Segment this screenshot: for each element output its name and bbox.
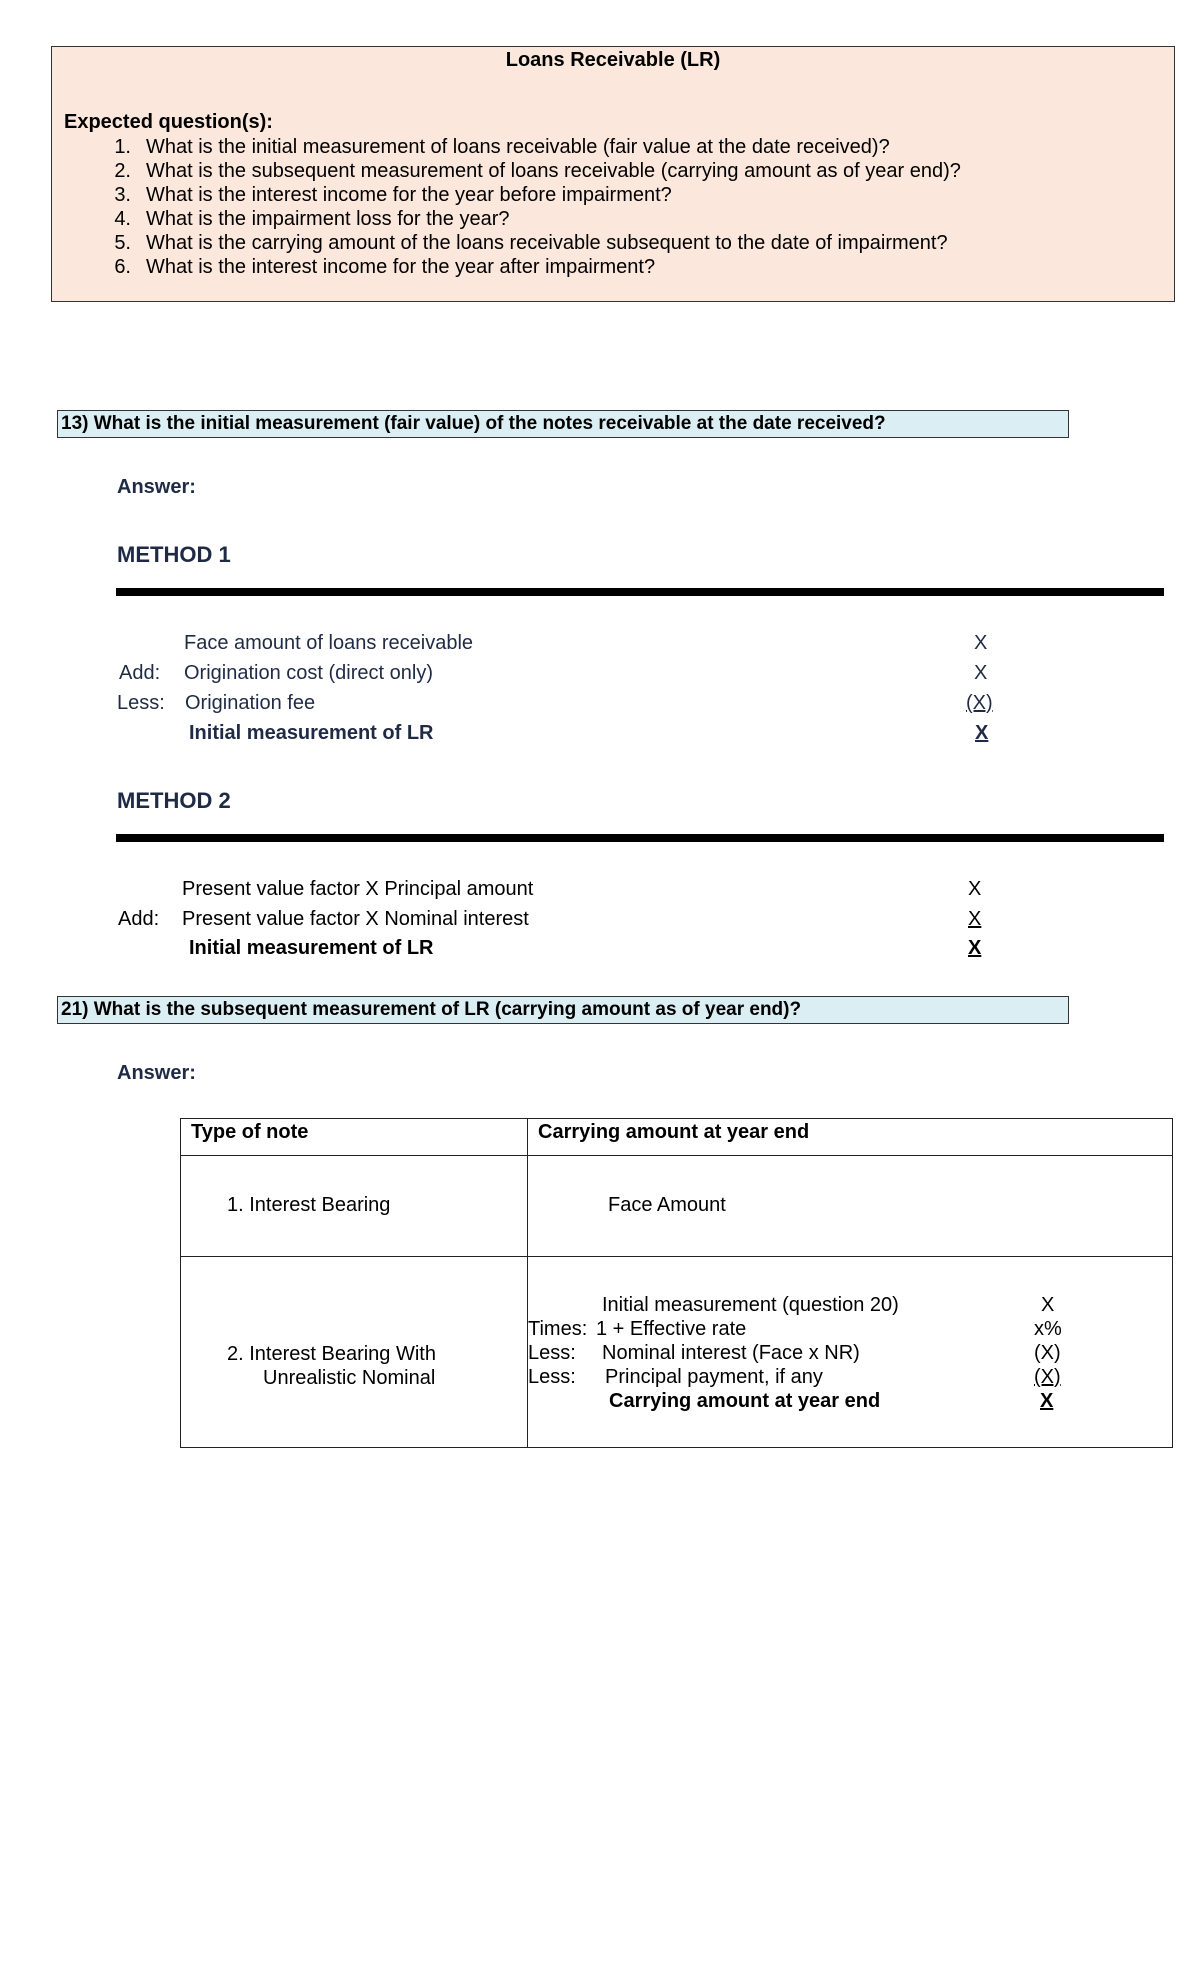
list-item: [95, 135, 961, 159]
calc-effective-rate-label: 1 + Effective rate: [596, 1318, 747, 1340]
carrying-amount-face-amount: Face Amount: [608, 1194, 726, 1216]
note-type-unrealistic-line-2: Unrealistic Nominal: [263, 1367, 436, 1389]
method-1-origination-fee-value: (X): [966, 692, 993, 714]
header-box: [51, 46, 1175, 302]
method-1-divider: [116, 588, 1164, 596]
table-cell: [528, 1257, 1173, 1448]
list-item-number: 4.: [114, 208, 131, 230]
method-2-interest-value: X: [968, 908, 982, 930]
list-item-text: What is the interest income for the year after impairment?: [146, 256, 656, 278]
list-item: [95, 183, 961, 207]
list-item: [95, 159, 961, 183]
calc-principal-payment-value: (X): [1034, 1366, 1061, 1388]
list-item: [95, 231, 961, 255]
table-row: [181, 1156, 1173, 1257]
list-item: [95, 255, 961, 279]
list-item-number: 1.: [114, 136, 131, 158]
calc-less-prefix: Less:: [528, 1366, 576, 1388]
column-header-type: Type of note: [181, 1119, 528, 1156]
note-type-unrealistic-line-1: 2. Interest Bearing With: [227, 1343, 436, 1365]
list-item-text: What is the initial measurement of loans receivable (fair value at the date received)?: [146, 136, 890, 158]
method-1-face-amount-label: Face amount of loans receivable: [184, 632, 474, 654]
list-item: [95, 207, 961, 231]
carrying-amount-table: [180, 1118, 1173, 1448]
list-item-text: What is the interest income for the year before impairment?: [146, 184, 672, 206]
calc-nominal-interest-label: Nominal interest (Face x NR): [602, 1342, 860, 1364]
table-cell: [181, 1156, 528, 1257]
calc-carrying-amount-value: X: [1040, 1390, 1054, 1412]
calc-carrying-amount-label: Carrying amount at year end: [609, 1390, 881, 1412]
calc-initial-measurement-value: X: [1041, 1294, 1055, 1316]
list-item-number: 3.: [114, 184, 131, 206]
method-2-title: METHOD 2: [117, 788, 231, 813]
method-2-divider: [116, 834, 1164, 842]
table-row: [181, 1257, 1173, 1448]
calc-times-prefix: Times:: [528, 1318, 588, 1340]
list-item-text: What is the subsequent measurement of loans receivable (carrying amount as of year end)?: [146, 160, 961, 182]
expected-questions-list: [95, 135, 961, 279]
method-2-add-prefix: Add:: [118, 908, 160, 930]
question-21-box: 21) What is the subsequent measurement of LR (carrying amount as of year end)?: [57, 996, 1069, 1024]
list-item-number: 6.: [114, 256, 131, 278]
calc-effective-rate-value: x%: [1034, 1318, 1062, 1340]
question-13-box: 13) What is the initial measurement (fair value) of the notes receivable at the date received?: [57, 410, 1069, 438]
method-2-total-value: X: [968, 937, 982, 959]
method-1-origination-cost-label: Origination cost (direct only): [184, 662, 433, 684]
method-1-total-value: X: [975, 722, 989, 744]
note-type-interest-bearing: 1. Interest Bearing: [227, 1194, 391, 1216]
method-1-title: METHOD 1: [117, 542, 231, 567]
calc-nominal-interest-value: (X): [1034, 1342, 1061, 1364]
list-item-text: What is the carrying amount of the loans receivable subsequent to the date of impairment?: [146, 232, 948, 254]
calc-less-prefix: Less:: [528, 1342, 576, 1364]
method-1-face-amount-value: X: [974, 632, 988, 654]
method-2-principal-value: X: [968, 878, 982, 900]
list-item-number: 5.: [114, 232, 131, 254]
method-1-less-prefix: Less:: [117, 692, 165, 714]
calc-principal-payment-label: Principal payment, if any: [605, 1366, 823, 1388]
method-2-principal-label: Present value factor X Principal amount: [182, 878, 534, 900]
method-2-interest-label: Present value factor X Nominal interest: [182, 908, 529, 930]
calc-initial-measurement-label: Initial measurement (question 20): [602, 1294, 899, 1316]
method-1-origination-cost-value: X: [974, 662, 988, 684]
column-header-carrying-amount: Carrying amount at year end: [528, 1119, 1173, 1156]
table-header-row: [181, 1119, 1173, 1156]
answer-label: Answer:: [117, 476, 196, 498]
method-1-origination-fee-label: Origination fee: [185, 692, 316, 714]
method-2-total-label: Initial measurement of LR: [189, 937, 434, 959]
list-item-number: 2.: [114, 160, 131, 182]
page-title: Loans Receivable (LR): [505, 49, 721, 71]
method-1-add-prefix: Add:: [119, 662, 161, 684]
expected-questions-label: Expected question(s):: [64, 111, 273, 133]
method-1-total-label: Initial measurement of LR: [189, 722, 434, 744]
table-cell: [528, 1156, 1173, 1257]
answer-label: Answer:: [117, 1062, 196, 1084]
table-cell: [181, 1257, 528, 1448]
list-item-text: What is the impairment loss for the year?: [146, 208, 510, 230]
